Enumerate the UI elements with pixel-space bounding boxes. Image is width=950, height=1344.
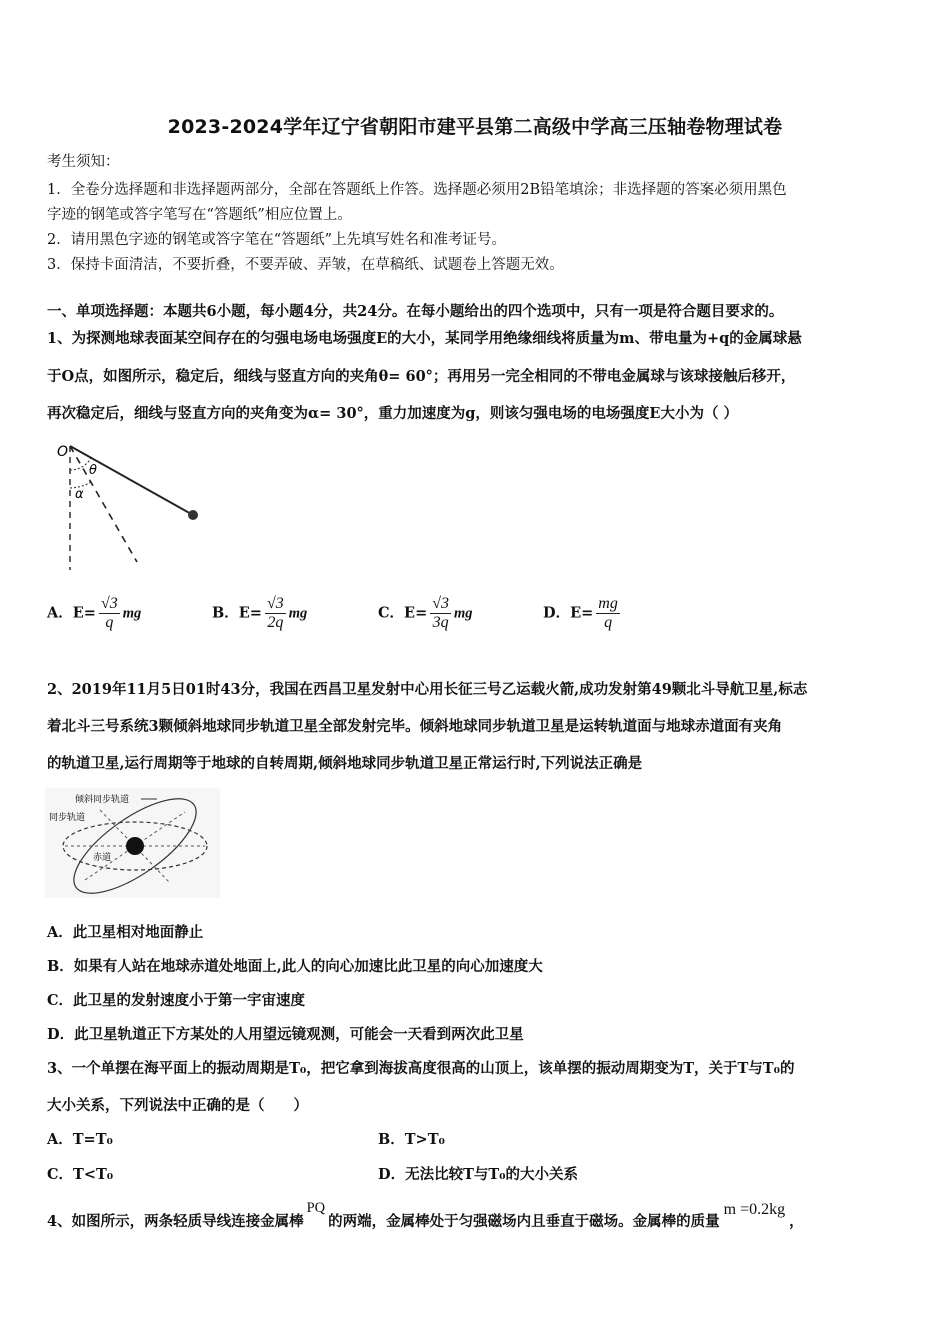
q2-option-c[interactable]: C．此卫星的发射速度小于第一宇宙速度 (47, 992, 306, 1009)
q1-option-b[interactable] (212, 595, 307, 632)
denominator: 2q (267, 614, 284, 631)
pendulum-figure (55, 440, 215, 575)
fraction (430, 595, 451, 632)
alpha-label: α (75, 487, 84, 502)
metal-ball (188, 510, 198, 520)
q4-text-part: 4、如图所示，两条轻质导线连接金属棒 (47, 1213, 304, 1230)
fraction (99, 595, 120, 632)
q3-text: 3、一个单摆在海平面上的振动周期是T₀，把它拿到海拔高度很高的山顶上，该单摆的振动周期变为T，关于T与T₀的 (47, 1060, 795, 1077)
option-label: B．E= (212, 604, 262, 622)
page-title: 2023-2024学年辽宁省朝阳市建平县第二高级中学高三压轴卷物理试卷 (167, 116, 783, 138)
q2-option-b[interactable]: B．如果有人站在地球赤道处地面上,此人的向心加速比此卫星的向心加速度大 (47, 958, 543, 975)
q3-option-b[interactable]: B．T>T₀ (378, 1131, 445, 1148)
option-label: D．E= (543, 604, 594, 622)
numerator: √3 (432, 595, 450, 612)
q4-text-part: 的两端，金属棒处于匀强磁场内且垂直于磁场。金属棒的质量 (328, 1213, 720, 1230)
inclined-orbit-label: 倾斜同步轨道 (75, 795, 130, 805)
q3-option-d[interactable]: D．无法比较T与T₀的大小关系 (378, 1166, 579, 1183)
point-o-label: O (57, 444, 69, 460)
notice-item: 2．请用黑色字迹的钢笔或答字笔在“答题纸”上先填写姓名和准考证号。 (47, 232, 507, 248)
q3-option-a[interactable]: A．T=T₀ (47, 1131, 113, 1148)
fraction (596, 595, 620, 632)
denominator: q (105, 614, 114, 631)
fraction (265, 595, 286, 632)
pq-label: PQ (306, 1200, 326, 1216)
section-heading: 一、单项选择题：本题共6小题，每小题4分，共24分。在每小题给出的四个选项中，只有一项是符合题目要求的。 (47, 303, 784, 320)
orbit-figure (45, 788, 220, 898)
string-line (70, 446, 193, 515)
q2-text: 的轨道卫星,运行周期等于地球的自转周期,倾斜地球同步轨道卫星正常运行时,下列说法正确是 (47, 755, 643, 772)
option-tail: mg (454, 605, 473, 622)
q1-option-d[interactable] (543, 595, 623, 632)
notice-item: 3．保持卡面清洁，不要折叠，不要弄破、弄皱，在草稿纸、试题卷上答题无效。 (47, 257, 564, 273)
q4-comma: ， (789, 1213, 804, 1230)
notice-heading: 考生须知： (47, 154, 120, 170)
q2-option-d[interactable]: D．此卫星轨道正下方某处的人用望远镜观测，可能会一天看到两次此卫星 (47, 1026, 524, 1043)
q1-text: 1、为探测地球表面某空间存在的匀强电场电场强度E的大小，某同学用绝缘细线将质量为m、带电量为+q的金属球悬 (47, 330, 802, 347)
q1-text: 再次稳定后，细线与竖直方向的夹角变为α= 30°，重力加速度为g，则该匀强电场的电场强度E大小为（ ） (47, 405, 739, 422)
q2-text: 着北斗三号系统3颗倾斜地球同步轨道卫星全部发射完毕。倾斜地球同步轨道卫星是运转轨道面与地球赤道面有夹角 (47, 718, 783, 735)
q2-text: 2、2019年11月5日01时43分，我国在西昌卫星发射中心用长征三号乙运载火箭,成功发射第49颗北斗导航卫星,标志 (47, 681, 808, 698)
numerator: √3 (100, 595, 118, 612)
sync-orbit-label: 同步轨道 (49, 813, 86, 823)
option-label: A．E= (47, 604, 96, 622)
second-string-line (70, 446, 137, 562)
notice-item: 1．全卷分选择题和非选择题两部分，全部在答题纸上作答。选择题必须用2B铅笔填涂；非选择题的答案必须用黑色 (47, 182, 787, 198)
denominator: 3q (432, 614, 449, 631)
q1-text: 于O点，如图所示，稳定后，细线与竖直方向的夹角θ= 60°；再用另一完全相同的不带电金属球与该球接触后移开， (47, 368, 796, 385)
option-label: C．E= (378, 604, 428, 622)
earth (126, 837, 144, 855)
q3-option-c[interactable]: C．T<T₀ (47, 1166, 114, 1183)
numerator: √3 (266, 595, 284, 612)
q1-option-a[interactable] (47, 595, 141, 632)
mass-value: m =0.2kg (723, 1201, 786, 1218)
option-tail: mg (122, 605, 142, 622)
theta-label: θ (89, 463, 97, 478)
q2-option-a[interactable]: A．此卫星相对地面静止 (47, 924, 204, 941)
q1-option-c[interactable] (378, 595, 473, 632)
equator-label: 赤道 (93, 853, 112, 863)
notice-item: 字迹的钢笔或答字笔写在“答题纸”相应位置上。 (47, 207, 352, 223)
q4-text (47, 1200, 804, 1231)
denominator: q (604, 614, 613, 631)
option-tail: mg (288, 605, 308, 622)
numerator: mg (598, 595, 618, 612)
q3-text: 大小关系，下列说法中正确的是（ ） (47, 1097, 308, 1114)
